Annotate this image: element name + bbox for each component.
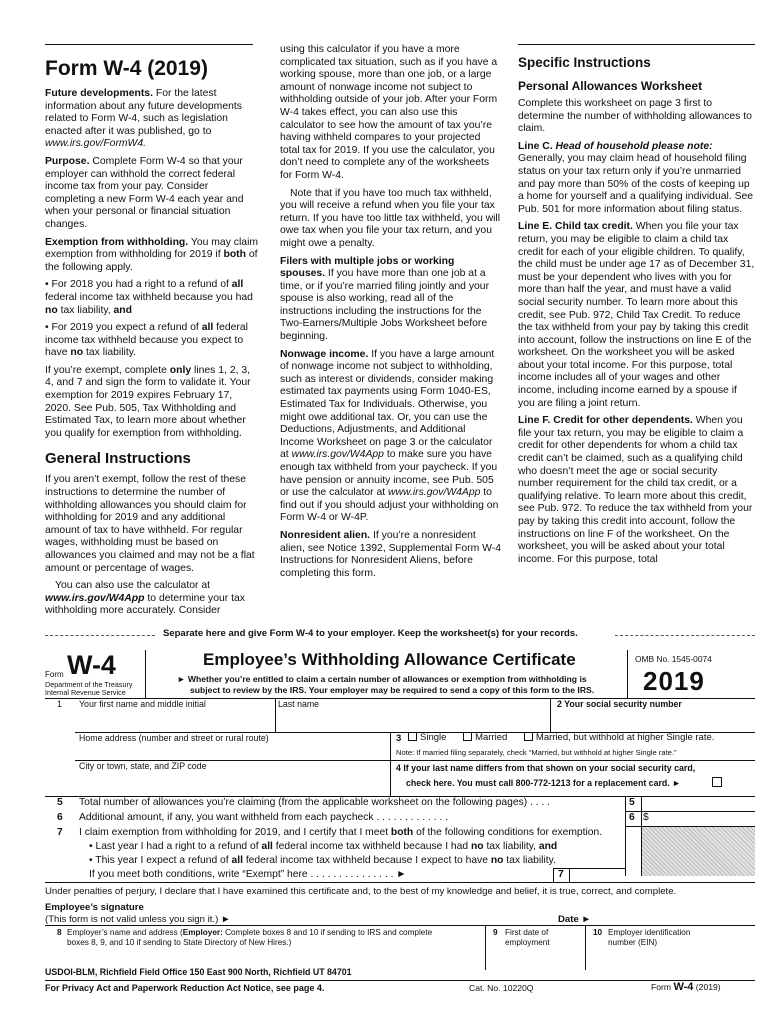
last-name-field[interactable] [278,710,546,730]
first-name-field[interactable] [57,710,272,730]
first-name-label: Your first name and middle initial [79,699,206,709]
line3-note: Note: If married filing separately, check “Married, but withhold at higher Single rate.” [396,748,677,757]
date-label: Date ► [558,914,591,925]
worksheet-p1: Complete this worksheet on page 3 first to determine the number of withholding allowances to claim. [518,98,752,135]
w4app-link-3[interactable]: www.irs.gov/W4App [388,487,481,499]
separator [45,628,755,642]
perjury-statement: Under penalties of perjury, I declare that I have examined this certificate and, to the best of my knowledge and belief, it is true, correct, and complete. [45,886,677,897]
irs-label: Internal Revenue Service [45,688,126,697]
line8-text-1: Employer’s name and address (Employer: Complete boxes 8 and 10 if sending to IRS and complete [67,928,433,937]
form-year: 2019 [643,666,705,696]
exemption-bullet-1: • For 2018 you had a right to a refund of all federal income tax withheld because you had no tax liability, and [45,279,253,316]
dept-treasury: Department of the Treasury [45,680,133,689]
separator-text: Separate here and give Form W-4 to your employer. Keep the worksheet(s) for your records. [163,628,578,639]
w4app-link-2[interactable]: www.irs.gov/W4App [291,449,384,461]
instructions-column-1 [45,44,260,623]
exempt-instructions: If you’re exempt, complete only lines 1, 2, 3, 4, and 7 and sign the form to validate it. Your exemption for 2019 expires February 17, 2020. See Pub. 505, Tax Withholding and Estimated Tax, to learn more about whether you qualify for exemption from withholding. [45,364,251,439]
married-checkbox[interactable] [463,732,472,741]
line6-text: Additional amount, if any, you want withheld from each paycheck . . . . . . . . . . . . . [79,812,448,823]
date-field[interactable] [600,912,750,925]
form-title: Form W-4 (2019) [45,57,208,80]
subtitle-line-1: ► Whether you’re entitled to claim a certain number of allowances or exemption from withholding is [177,674,587,684]
line-f: Line F. Credit for other dependents. When you file your tax return, you may be eligible to claim a credit for other dependents for whom a child tax credit can’t be claimed, such as a qualifying child who doesn’t meet the age or social security number requirement for the child tax credit, or a qualifying relative. To learn more about this credit, see Pub. 972. To reduce the tax withheld from your pay by taking this credit into account, follow the instructions on line F of the worksheet. On the worksheet, you will be asked about your total income. For this purpose, total [518,415,753,565]
nonresident-alien: Nonresident alien. If you’re a nonresident alien, see Notice 1392, Supplemental Form W-4 Instructions for Nonresident Aliens, before completing this form. [280,529,502,579]
signature-label: Employee’s signature [45,902,144,913]
privacy-notice: For Privacy Act and Paperwork Reduction Act Notice, see page 4. [45,983,325,993]
line9-label-2: employment [505,938,550,947]
line10-label-1: Employer identification [608,928,691,937]
allowances-field[interactable] [643,797,753,810]
w4app-link[interactable]: www.irs.gov/W4App [45,592,145,604]
line-e: Line E. Child tax credit. When you file your tax return, you may be eligible to claim a child tax credit for each of your eligible children. To qualify, the child must be under age 17 as of December 31, must be your dependent who lives with you for more than half the year, and must have a valid social security number. To learn more about this credit, see Pub. 972, Child Tax Credit. To reduce the tax withheld from your pay by taking this credit into account, follow the instructions on line E of the worksheet. On the worksheet you will be asked about your total income. For this purpose, total income includes all of your wages and other income, including income earned by a spouse if you are filing a joint return. [518,221,755,409]
ein-field[interactable] [589,950,751,968]
refund-note: Note that if you have too much tax withheld, you will receive a refund when you file your tax return. If you have too little tax withheld, you will owe tax when you file your tax return, and you might owe a penalty. [280,187,501,249]
line7-bullet-1: • Last year I had a right to a refund of all federal income tax withheld because I had no tax liability, and [89,841,558,852]
footer-form: Form W-4 (2019) [651,981,721,993]
line9-label-1: First date of [505,928,549,937]
omb-number: OMB No. 1545-0074 [635,654,712,664]
line7-final: If you meet both conditions, write “Exempt” here . . . . . . . . . . . . . . . ► [89,869,407,880]
employer-name-address[interactable]: USDOI-BLM, Richfield Field Office 150 East 900 North, Richfield UT 84701 [45,967,352,977]
line4-text-2: check here. You must call 800-772-1213 for a replacement card. ► [406,778,681,788]
last-name-label: Last name [278,699,320,709]
line-c: Line C. Head of household please note: Generally, you may claim head of household filing status on your tax return only if you’re unmarried and pay more than 50% of the costs of keeping up a home for yourself and a qualifying individual. See Pub. 501 for more information about filing status. [518,140,754,215]
calculator-p: using this calculator if you have a more complicated tax situation, such as if you have a working spouse, more than one job, or a large amount of nonwage income not subject to withholding outside of your job. After your Form W-4 takes effect, you can also use this calculator to see how the amount of tax you’re having withheld compares to your projected total tax for 2019. If you use the calculator, you don’t need to complete any of the worksheets for Form W-4. [280,44,498,181]
certificate-title: Employee’s Withholding Allowance Certificate [203,650,576,669]
general-p1: If you aren’t exempt, follow the rest of these instructions to determine the number of withholding allowances you should claim for withholding for 2019 and any additional amount of tax to have withheld. For regular wages, withholding must be based on allowances you claimed and may not be a flat amount or percentage of wages. [45,474,255,574]
city-field[interactable] [79,773,389,793]
exempt-field[interactable] [571,869,623,881]
signature-field[interactable] [250,908,530,924]
dollar-sign: $ [643,812,649,823]
formw4-link[interactable]: www.irs.gov/FormW4. [45,138,147,150]
filing-status: Single Married Married, but withhold at higher Single rate. [405,732,714,743]
form-number: W-4 [67,650,116,680]
separator-dash-left [45,635,155,636]
city-label: City or town, state, and ZIP code [79,761,207,771]
nonwage-income: Nonwage income. If you have a large amount of nonwage income not subject to withholding, such as interest or dividends, consider making estimated tax payments using Form 1040-ES, Estimated Tax for Individuals. Otherwise, you might owe additional tax. Or, you can use the Deductions, Adjustments, and Additional Income Worksheet on page 3 or the calculator at www.irs.gov/W4App to make sure you have enough tax withheld from your paycheck. If you have pension or annuity income, see Pub. 505 or use the calculator at www.irs.gov/W4App to find out if you should adjust your withholding on Form W-4 or W-4P. [280,348,499,524]
single-checkbox[interactable] [408,732,417,741]
separator-dash-right [615,635,755,636]
instructions-column-3 [518,44,755,571]
form-label: Form [45,670,64,679]
signature-note: (This form is not valid unless you sign it.) ► [45,914,231,925]
home-address-label: Home address (number and street or rural route) [79,733,269,743]
worksheet-heading: Personal Allowances Worksheet [518,79,703,93]
exemption: Exemption from withholding. You may claim exemption from withholding for 2019 if both of the following apply. [45,236,259,273]
additional-amount-field[interactable] [651,812,753,825]
married-higher-checkbox[interactable] [524,732,533,741]
line7-bullet-2: • This year I expect a refund of all federal income tax withheld because I expect to have no tax liability. [89,855,556,866]
subtitle-line-2: subject to review by the IRS. Your employer may be required to send a copy of this form to the IRS. [190,685,595,695]
general-instructions-heading: General Instructions [45,450,191,468]
line7-text: I claim exemption from withholding for 2019, and I certify that I meet both of the following conditions for exemption. [79,827,603,838]
line8-text-2: boxes 8, 9, and 10 if sending to State Directory of New Hires.) [67,938,292,947]
name-differs-checkbox[interactable] [712,777,722,787]
catalog-number: Cat. No. 10220Q [469,983,534,993]
instructions [45,44,755,617]
future-developments: Future developments. For the latest information about any future developments related to Form W-4, such as legislation enacted after it was published, go to www.irs.gov/FormW4. [45,88,242,150]
exemption-bullet-2: • For 2019 you expect a refund of all federal income tax withheld because you expect to have no tax liability. [45,322,248,359]
line5-text: Total number of allowances you’re claiming (from the applicable worksheet on the following pages) . . . . [79,797,551,808]
ssn-label: 2 Your social security number [557,699,682,709]
purpose: Purpose. Complete Form W-4 so that your employer can withhold the correct federal income tax from your pay. Consider completing a new Form W-4 each year and when your personal or financial situation changes. [45,155,244,230]
line4-text-1: 4 If your last name differs from that shown on your social security card, [396,763,696,773]
line10-label-2: number (EIN) [608,938,658,947]
ssn-field[interactable] [553,710,753,730]
certificate: Form W-4 Department of the Treasury Internal Revenue Service Employee’s Withholding Allowance Certificate ► Whether you’re entitled to claim a certain number of allowances or exemption from withholding is subject to review by the IRS. Your employer may be required to send a copy of this form to the IRS. OMB No. 1545-0074 2019 1 Your first name and middle initial Last name 2 Your social security number Home address (number and street or rural route) 3 Single Married Married, but withhold at higher Single rate. Note: If married filing separately, check “Married, but withhold at higher Single rate.” City or town, state, and ZIP code 4 If your last name differs from that shown on your social security card, check here. You must call 800-772-1213 for a replacement card. ► 5 Total number of allowances you’re claiming (from the applicable worksheet on the following pages) . . . . 5 6 Additional amount, if any, you want withheld from each paycheck . . . . . . . . . . . . . 6 $ 7 I claim exemption from withholding for 2019, and I certify that I meet both of the following conditions for exemption. • Last year I had a right to a refund of all federal income tax withheld because I had no tax liability, and • This year I expect a refund of all federal income tax withheld because I expect to have no tax liability. If you meet both conditions, write “Exempt” here . . . . . . . . . . . . . . . ► 7 Under penalties of perjury, I declare that I have examined this certificate and, to the best of my knowledge and belief, it is true, correct, and complete. Employee’s signature (This form is not valid unless you sign it.) ► Date ► 8 Employer’s name and address (Employer: Complete boxes 8 and 10 if sending to IRS and complete boxes 8, 9, and 10 if sending to State Directory of New Hires.) 9 First date of employment 10 Employer identification number (EIN) USDOI-BLM, Richfield Field Office 150 East 900 North, Richfield UT 84701 For Privacy Act and Paperwork Reduction Act Notice, see page 4. Cat. No. 10220Q Form W-4 (2019) [45,650,755,995]
general-p2: You can also use the calculator at www.irs.gov/W4App to determine your tax withholding more accurately. Consider [45,580,245,617]
multiple-jobs: Filers with multiple jobs or working spouses. If you have more than one job at a time, or if you’re married filing jointly and your spouse is also working, read all of the instructions including the instructions for the Two-Earners/Multiple Jobs Worksheet before beginning. [280,255,490,343]
shaded-area [642,826,755,876]
first-date-field[interactable] [489,950,581,968]
instructions-column-2 [280,44,502,585]
specific-instructions-heading: Specific Instructions [518,55,651,70]
